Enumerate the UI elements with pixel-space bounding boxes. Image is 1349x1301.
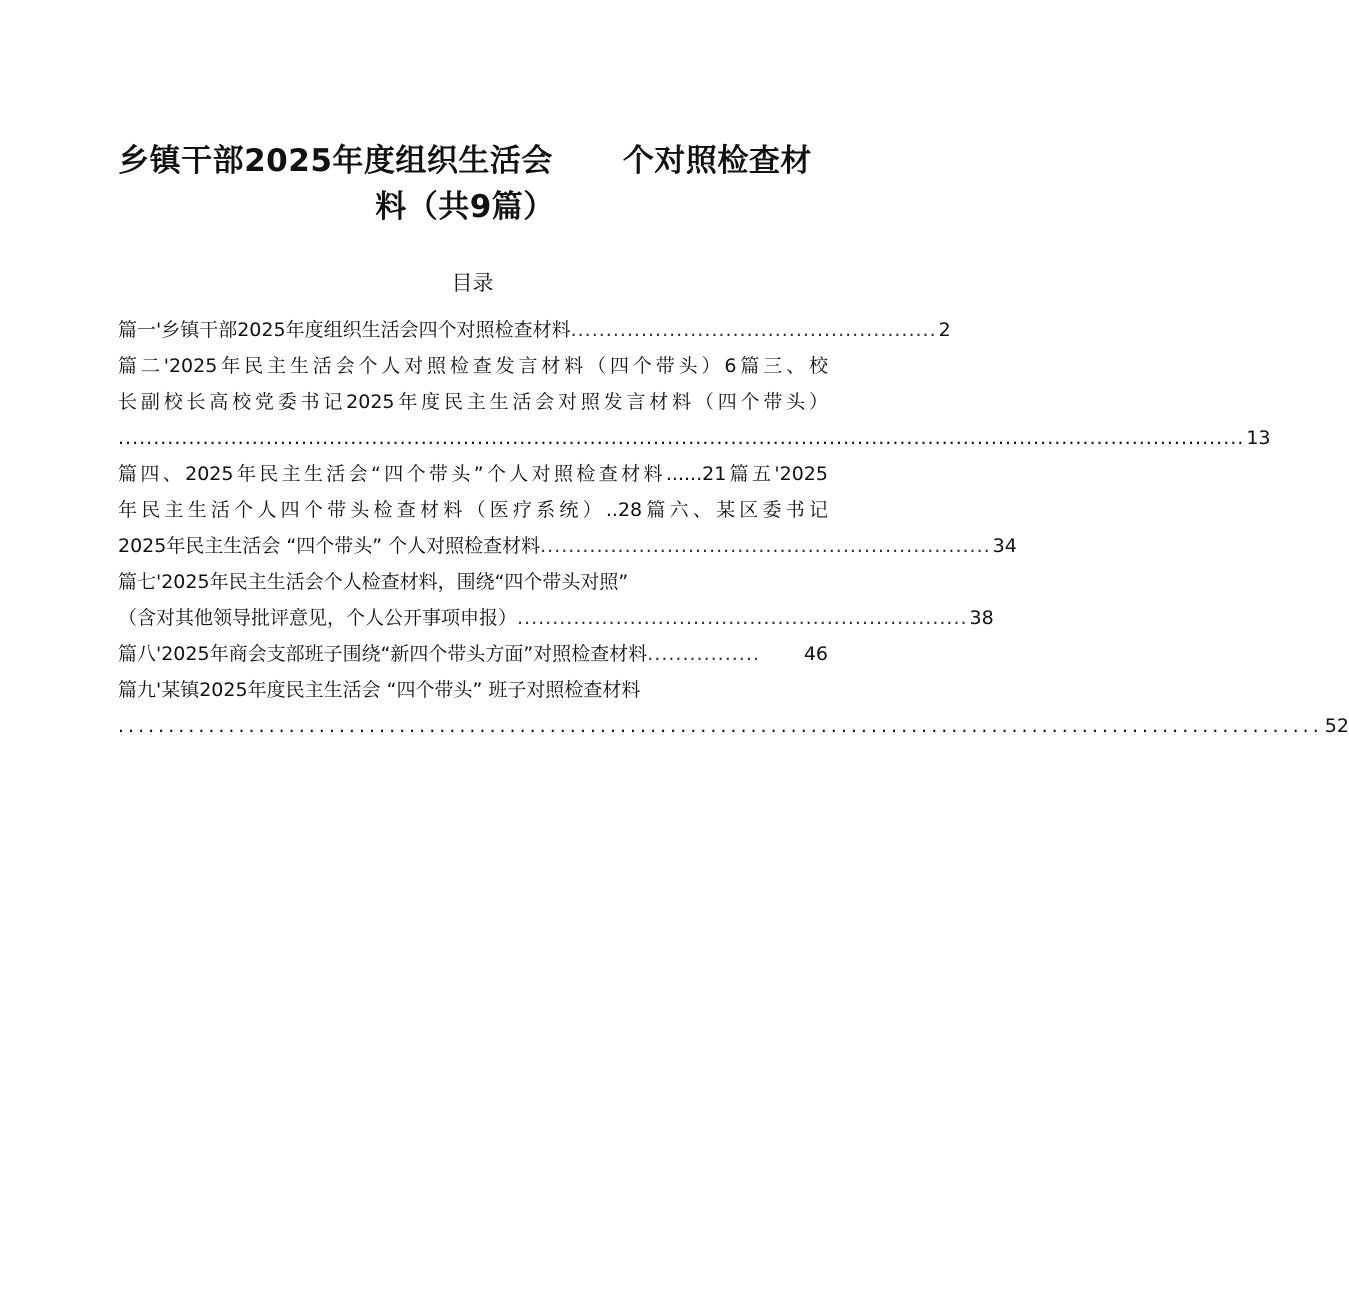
toc-heading: 目录 [451, 271, 494, 295]
toc-line-10-text: 篇八'2025年商会支部班子围绕“新四个带头方面”对照检查材料 [118, 643, 648, 665]
toc-line-9-text: （含对其他领导批评意见，个人公开事项申报） [118, 607, 518, 629]
toc-leader-dots: .................................................... [570, 319, 937, 341]
toc-entry-1[interactable] [118, 312, 951, 348]
toc-line-9[interactable] [118, 600, 994, 636]
title-line-1-part-a: 乡镇干部2025年度组织生活会 [118, 143, 553, 179]
toc-line-7[interactable] [118, 528, 1017, 564]
toc-line-7-page: 34 [992, 535, 1017, 557]
toc-leader-dots: ................................................................................................................................................................ [118, 427, 1245, 449]
toc-leader-dots: ................ [647, 643, 760, 665]
toc-leader-dots: ................................................................ [517, 607, 968, 629]
toc-line-4-page: 13 [1246, 427, 1271, 449]
toc-line-3[interactable]: 长副校长高校党委书记2025年度民主生活会对照发言材料（四个带头） [118, 391, 828, 413]
toc-leader-dots: ................................................................ [540, 535, 991, 557]
toc-line-10[interactable] [118, 636, 828, 672]
title-line-2: 料（共9篇） [375, 189, 555, 225]
toc-line-2[interactable]: 篇二'2025年民主生活会个人对照检查发言材料（四个带头）6篇三、校 [118, 355, 828, 377]
toc-line-10-page: 46 [803, 643, 828, 665]
title-line-1 [100, 138, 830, 184]
title-line-1-part-b: 个对照检查材 [622, 143, 812, 179]
toc-line-8[interactable]: 篇七'2025年民主生活会个人检查材料，围绕“四个带头对照” [118, 571, 629, 593]
toc-line-11[interactable]: 篇九'某镇2025年度民主生活会 “四个带头” 班子对照检查材料 [118, 679, 641, 701]
toc-line-4[interactable] [118, 420, 1271, 456]
toc-entry-1-text: 篇一'乡镇干部2025年度组织生活会四个对照检查材料 [118, 319, 571, 341]
toc-entry-1-page: 2 [938, 319, 951, 341]
toc-line-9-page: 38 [969, 607, 994, 629]
toc-line-12-page: 52 [1324, 715, 1349, 737]
table-of-contents [118, 312, 1349, 744]
document-title [100, 138, 830, 230]
toc-line-5[interactable]: 篇四、2025年民主生活会“四个带头”个人对照检查材料......21篇五'2025 [118, 463, 828, 485]
toc-leader-dots: ........................................................................................................................ [118, 715, 1323, 737]
toc-line-12[interactable] [118, 708, 1349, 744]
toc-line-7-text: 2025年民主生活会 “四个带头” 个人对照检查材料 [118, 535, 541, 557]
toc-line-6[interactable]: 年民主生活个人四个带头检查材料（医疗系统）..28篇六、某区委书记 [118, 499, 828, 521]
